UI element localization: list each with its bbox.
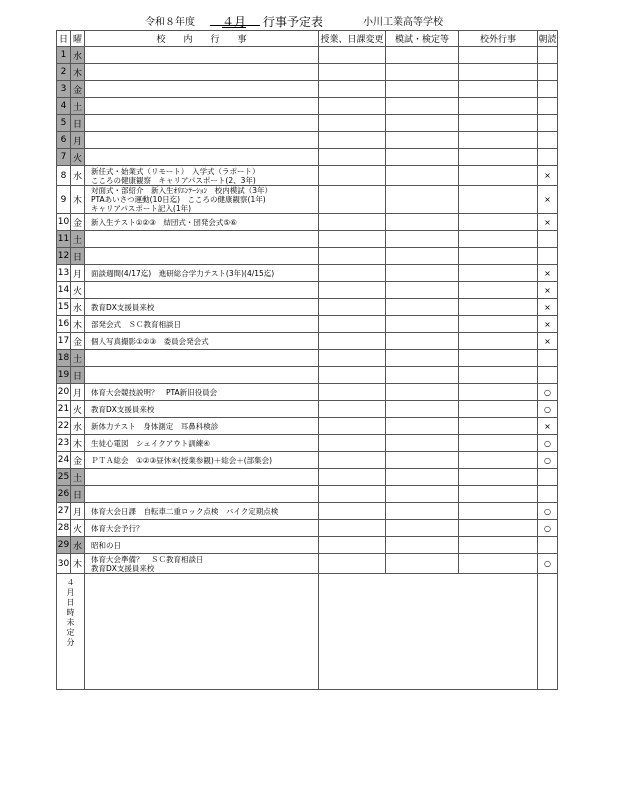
day-number: 14 <box>57 282 71 299</box>
class-change-cell <box>319 452 386 469</box>
misc-other <box>319 574 538 690</box>
event-line: 体育大会準備？ ＳＣ教育相談日 <box>91 554 204 564</box>
day-row <box>57 231 558 248</box>
morning-reading-mark <box>538 350 558 367</box>
morning-reading-mark: ○ <box>538 520 558 537</box>
event-cell <box>85 520 319 537</box>
col-morning: 朝読 <box>538 31 558 47</box>
day-number: 7 <box>57 149 71 166</box>
event-cell <box>85 248 319 265</box>
misc-events <box>85 574 319 690</box>
morning-reading-mark: × <box>538 333 558 350</box>
event-cell <box>85 537 319 554</box>
event-cell <box>85 115 319 132</box>
morning-reading-mark: × <box>538 166 558 186</box>
morning-reading-mark <box>538 47 558 64</box>
weekday: 月 <box>71 265 85 282</box>
event-cell <box>85 333 319 350</box>
outside-cell <box>459 367 538 384</box>
exam-cell <box>386 265 459 282</box>
day-row <box>57 81 558 98</box>
weekday: 金 <box>71 452 85 469</box>
class-change-cell <box>319 214 386 231</box>
exam-cell <box>386 299 459 316</box>
day-row <box>57 64 558 81</box>
day-number: 2 <box>57 64 71 81</box>
weekday: 土 <box>71 469 85 486</box>
event-line: こころの健康観察 キャリアパスポート(2、3年) <box>91 175 256 185</box>
day-number: 15 <box>57 299 71 316</box>
outside-cell <box>459 115 538 132</box>
outside-cell <box>459 149 538 166</box>
outside-cell <box>459 231 538 248</box>
schedule-table <box>56 30 558 690</box>
morning-reading-mark: ○ <box>538 503 558 520</box>
weekday: 日 <box>71 486 85 503</box>
day-row <box>57 503 558 520</box>
day-row <box>57 554 558 574</box>
weekday: 木 <box>71 554 85 574</box>
weekday: 土 <box>71 231 85 248</box>
outside-cell <box>459 214 538 231</box>
weekday: 日 <box>71 248 85 265</box>
exam-cell <box>386 554 459 574</box>
event-cell <box>85 282 319 299</box>
col-weekday: 曜 <box>71 31 85 47</box>
outside-cell <box>459 418 538 435</box>
outside-cell <box>459 265 538 282</box>
day-number: 3 <box>57 81 71 98</box>
outside-cell <box>459 299 538 316</box>
event-cell <box>85 299 319 316</box>
day-number: 23 <box>57 435 71 452</box>
day-row <box>57 520 558 537</box>
class-change-cell <box>319 64 386 81</box>
exam-cell <box>386 115 459 132</box>
event-line: 対面式・部紹介 新入生ｵﾘｴﾝﾃｰｼｮﾝ 校内模試（3年） <box>91 186 273 195</box>
event-line: 体育大会予行？ <box>91 523 144 533</box>
morning-reading-mark: × <box>538 316 558 333</box>
event-line: 面談週間(4/17迄) 進研総合学力テスト(3年)(4/15迄) <box>91 268 275 278</box>
outside-cell <box>459 435 538 452</box>
class-change-cell <box>319 554 386 574</box>
outside-cell <box>459 248 538 265</box>
event-cell <box>85 350 319 367</box>
morning-reading-mark <box>538 469 558 486</box>
exam-cell <box>386 316 459 333</box>
day-number: 19 <box>57 367 71 384</box>
class-change-cell <box>319 367 386 384</box>
event-line: 個人写真撮影①②③ 委員会発会式 <box>91 336 209 346</box>
event-cell <box>85 98 319 115</box>
morning-reading-mark: × <box>538 265 558 282</box>
event-line: 新任式・始業式（リモート） 入学式（ラポート） <box>91 166 260 176</box>
morning-reading-mark <box>538 64 558 81</box>
school-name: 小川工業高等学校 <box>363 17 443 28</box>
event-cell <box>85 231 319 248</box>
class-change-cell <box>319 469 386 486</box>
day-number: 25 <box>57 469 71 486</box>
title-bar <box>0 10 618 28</box>
day-number: 28 <box>57 520 71 537</box>
weekday: 火 <box>71 520 85 537</box>
class-change-cell <box>319 186 386 214</box>
page-title: 行事予定表 <box>263 15 324 29</box>
day-row <box>57 367 558 384</box>
day-row <box>57 214 558 231</box>
exam-cell <box>386 452 459 469</box>
day-number: 13 <box>57 265 71 282</box>
event-cell <box>85 554 319 574</box>
event-cell <box>85 452 319 469</box>
weekday: 日 <box>71 367 85 384</box>
month-underline <box>210 25 260 26</box>
exam-cell <box>386 367 459 384</box>
morning-reading-mark <box>538 248 558 265</box>
class-change-cell <box>319 166 386 186</box>
event-cell <box>85 401 319 418</box>
day-number: 16 <box>57 316 71 333</box>
day-row <box>57 316 558 333</box>
exam-cell <box>386 537 459 554</box>
class-change-cell <box>319 248 386 265</box>
day-number: 24 <box>57 452 71 469</box>
morning-reading-mark <box>538 231 558 248</box>
exam-cell <box>386 469 459 486</box>
outside-cell <box>459 316 538 333</box>
day-row <box>57 132 558 149</box>
outside-cell <box>459 98 538 115</box>
outside-cell <box>459 537 538 554</box>
morning-reading-mark: × <box>538 214 558 231</box>
outside-cell <box>459 503 538 520</box>
class-change-cell <box>319 299 386 316</box>
morning-reading-mark <box>538 486 558 503</box>
day-number: 6 <box>57 132 71 149</box>
class-change-cell <box>319 265 386 282</box>
day-number: 21 <box>57 401 71 418</box>
class-change-cell <box>319 115 386 132</box>
day-row <box>57 469 558 486</box>
event-line: 生徒心電図 シェイクアウト訓練④ <box>91 438 210 448</box>
day-number: 30 <box>57 554 71 574</box>
event-cell <box>85 418 319 435</box>
day-row <box>57 149 558 166</box>
exam-cell <box>386 350 459 367</box>
header-row <box>57 31 558 47</box>
morning-reading-mark: × <box>538 282 558 299</box>
exam-cell <box>386 149 459 166</box>
weekday: 木 <box>71 64 85 81</box>
exam-cell <box>386 520 459 537</box>
day-row <box>57 435 558 452</box>
weekday: 水 <box>71 299 85 316</box>
event-line: ＰＴＡ総会 ①②③昼休④(授業参観)＋総会＋(部集会) <box>91 455 273 465</box>
day-number: 9 <box>57 186 71 214</box>
weekday: 水 <box>71 47 85 64</box>
weekday: 金 <box>71 214 85 231</box>
misc-text: ４ 月 日 時 未 定 分 <box>66 578 75 647</box>
day-row <box>57 47 558 64</box>
col-day: 日 <box>57 31 71 47</box>
outside-cell <box>459 282 538 299</box>
outside-cell <box>459 132 538 149</box>
event-line: 教育DX支援員来校 <box>91 563 155 573</box>
exam-cell <box>386 486 459 503</box>
class-change-cell <box>319 98 386 115</box>
weekday: 金 <box>71 333 85 350</box>
weekday: 木 <box>71 186 85 214</box>
outside-cell <box>459 333 538 350</box>
event-cell <box>85 265 319 282</box>
day-number: 20 <box>57 384 71 401</box>
outside-cell <box>459 166 538 186</box>
weekday: 月 <box>71 384 85 401</box>
class-change-cell <box>319 503 386 520</box>
day-row <box>57 418 558 435</box>
misc-morning <box>538 574 558 690</box>
event-cell <box>85 81 319 98</box>
event-line: 教育DX支援員来校 <box>91 302 155 312</box>
weekday: 水 <box>71 166 85 186</box>
class-change-cell <box>319 418 386 435</box>
event-line: 教育DX支援員来校 <box>91 404 155 414</box>
outside-cell <box>459 554 538 574</box>
exam-cell <box>386 231 459 248</box>
class-change-cell <box>319 537 386 554</box>
morning-reading-mark: × <box>538 186 558 214</box>
outside-cell <box>459 47 538 64</box>
outside-cell <box>459 452 538 469</box>
day-row <box>57 115 558 132</box>
class-change-cell <box>319 486 386 503</box>
day-number: 5 <box>57 115 71 132</box>
day-number: 29 <box>57 537 71 554</box>
day-number: 8 <box>57 166 71 186</box>
morning-reading-mark <box>538 537 558 554</box>
day-number: 18 <box>57 350 71 367</box>
exam-cell <box>386 401 459 418</box>
outside-cell <box>459 64 538 81</box>
col-outside: 校外行事 <box>459 31 538 47</box>
outside-cell <box>459 350 538 367</box>
day-number: 12 <box>57 248 71 265</box>
class-change-cell <box>319 384 386 401</box>
weekday: 火 <box>71 282 85 299</box>
event-line: 新体力テスト 身体測定 耳鼻科検診 <box>91 421 219 431</box>
exam-cell <box>386 333 459 350</box>
morning-reading-mark: ○ <box>538 384 558 401</box>
outside-cell <box>459 520 538 537</box>
misc-row <box>57 574 558 690</box>
morning-reading-mark <box>538 367 558 384</box>
morning-reading-mark <box>538 149 558 166</box>
morning-reading-mark: ○ <box>538 554 558 574</box>
weekday: 土 <box>71 98 85 115</box>
class-change-cell <box>319 81 386 98</box>
class-change-cell <box>319 282 386 299</box>
morning-reading-mark <box>538 132 558 149</box>
day-number: 17 <box>57 333 71 350</box>
exam-cell <box>386 98 459 115</box>
exam-cell <box>386 418 459 435</box>
weekday: 水 <box>71 537 85 554</box>
day-row <box>57 98 558 115</box>
weekday: 木 <box>71 435 85 452</box>
event-cell <box>85 367 319 384</box>
outside-cell <box>459 401 538 418</box>
event-cell <box>85 132 319 149</box>
exam-cell <box>386 166 459 186</box>
event-cell <box>85 64 319 81</box>
class-change-cell <box>319 520 386 537</box>
exam-cell <box>386 81 459 98</box>
class-change-cell <box>319 316 386 333</box>
class-change-cell <box>319 401 386 418</box>
day-row <box>57 384 558 401</box>
morning-reading-mark: ○ <box>538 435 558 452</box>
day-row <box>57 401 558 418</box>
event-cell <box>85 47 319 64</box>
exam-cell <box>386 248 459 265</box>
class-change-cell <box>319 350 386 367</box>
day-number: 4 <box>57 98 71 115</box>
col-exams: 模試・検定等 <box>386 31 459 47</box>
exam-cell <box>386 186 459 214</box>
day-number: 10 <box>57 214 71 231</box>
day-number: 22 <box>57 418 71 435</box>
outside-cell <box>459 384 538 401</box>
class-change-cell <box>319 435 386 452</box>
morning-reading-mark: ○ <box>538 452 558 469</box>
day-number: 1 <box>57 47 71 64</box>
weekday: 火 <box>71 149 85 166</box>
exam-cell <box>386 384 459 401</box>
day-number: 26 <box>57 486 71 503</box>
month-label: ４月 <box>222 15 247 29</box>
event-cell <box>85 166 319 186</box>
event-line: 昭和の日 <box>91 540 121 550</box>
class-change-cell <box>319 149 386 166</box>
day-row <box>57 265 558 282</box>
outside-cell <box>459 186 538 214</box>
exam-cell <box>386 47 459 64</box>
event-cell <box>85 186 319 214</box>
weekday: 土 <box>71 350 85 367</box>
day-row <box>57 282 558 299</box>
col-events: 校 内 行 事 <box>85 31 319 47</box>
exam-cell <box>386 64 459 81</box>
event-cell <box>85 486 319 503</box>
day-row <box>57 299 558 316</box>
event-cell <box>85 503 319 520</box>
day-row <box>57 186 558 214</box>
weekday: 水 <box>71 418 85 435</box>
morning-reading-mark: × <box>538 299 558 316</box>
col-class-changes: 授業、日課変更 <box>319 31 386 47</box>
day-number: 27 <box>57 503 71 520</box>
weekday: 火 <box>71 401 85 418</box>
weekday: 木 <box>71 316 85 333</box>
event-cell <box>85 316 319 333</box>
era-year: 令和８年度 <box>145 17 195 28</box>
morning-reading-mark: ○ <box>538 401 558 418</box>
class-change-cell <box>319 132 386 149</box>
weekday: 金 <box>71 81 85 98</box>
event-cell <box>85 214 319 231</box>
event-line: 部発会式 ＳＣ教育相談日 <box>91 319 181 329</box>
exam-cell <box>386 282 459 299</box>
weekday: 月 <box>71 503 85 520</box>
morning-reading-mark <box>538 98 558 115</box>
event-cell <box>85 435 319 452</box>
outside-cell <box>459 81 538 98</box>
morning-reading-mark <box>538 81 558 98</box>
event-line: 新入生テスト①②③ 結団式・団発会式⑤⑥ <box>91 217 237 227</box>
weekday: 日 <box>71 115 85 132</box>
outside-cell <box>459 469 538 486</box>
class-change-cell <box>319 333 386 350</box>
outside-cell <box>459 486 538 503</box>
exam-cell <box>386 503 459 520</box>
day-row <box>57 333 558 350</box>
exam-cell <box>386 214 459 231</box>
morning-reading-mark <box>538 115 558 132</box>
exam-cell <box>386 435 459 452</box>
day-row <box>57 166 558 186</box>
day-row <box>57 452 558 469</box>
event-cell <box>85 384 319 401</box>
day-row <box>57 537 558 554</box>
event-line: PTAあいさつ運動(10日迄) こころの健康観察(1年) <box>91 195 266 204</box>
class-change-cell <box>319 231 386 248</box>
event-line: キャリアパスポート記入(1年) <box>91 204 192 213</box>
day-row <box>57 248 558 265</box>
morning-reading-mark: × <box>538 418 558 435</box>
day-row <box>57 350 558 367</box>
weekday: 月 <box>71 132 85 149</box>
class-change-cell <box>319 47 386 64</box>
event-cell <box>85 469 319 486</box>
day-row <box>57 486 558 503</box>
event-cell <box>85 149 319 166</box>
event-line: 体育大会競技説明？ PTA新旧役員会 <box>91 387 218 397</box>
exam-cell <box>386 132 459 149</box>
day-number: 11 <box>57 231 71 248</box>
misc-label <box>57 574 85 690</box>
event-line: 体育大会日課 自転車二重ロック点検 バイク定期点検 <box>91 506 279 516</box>
